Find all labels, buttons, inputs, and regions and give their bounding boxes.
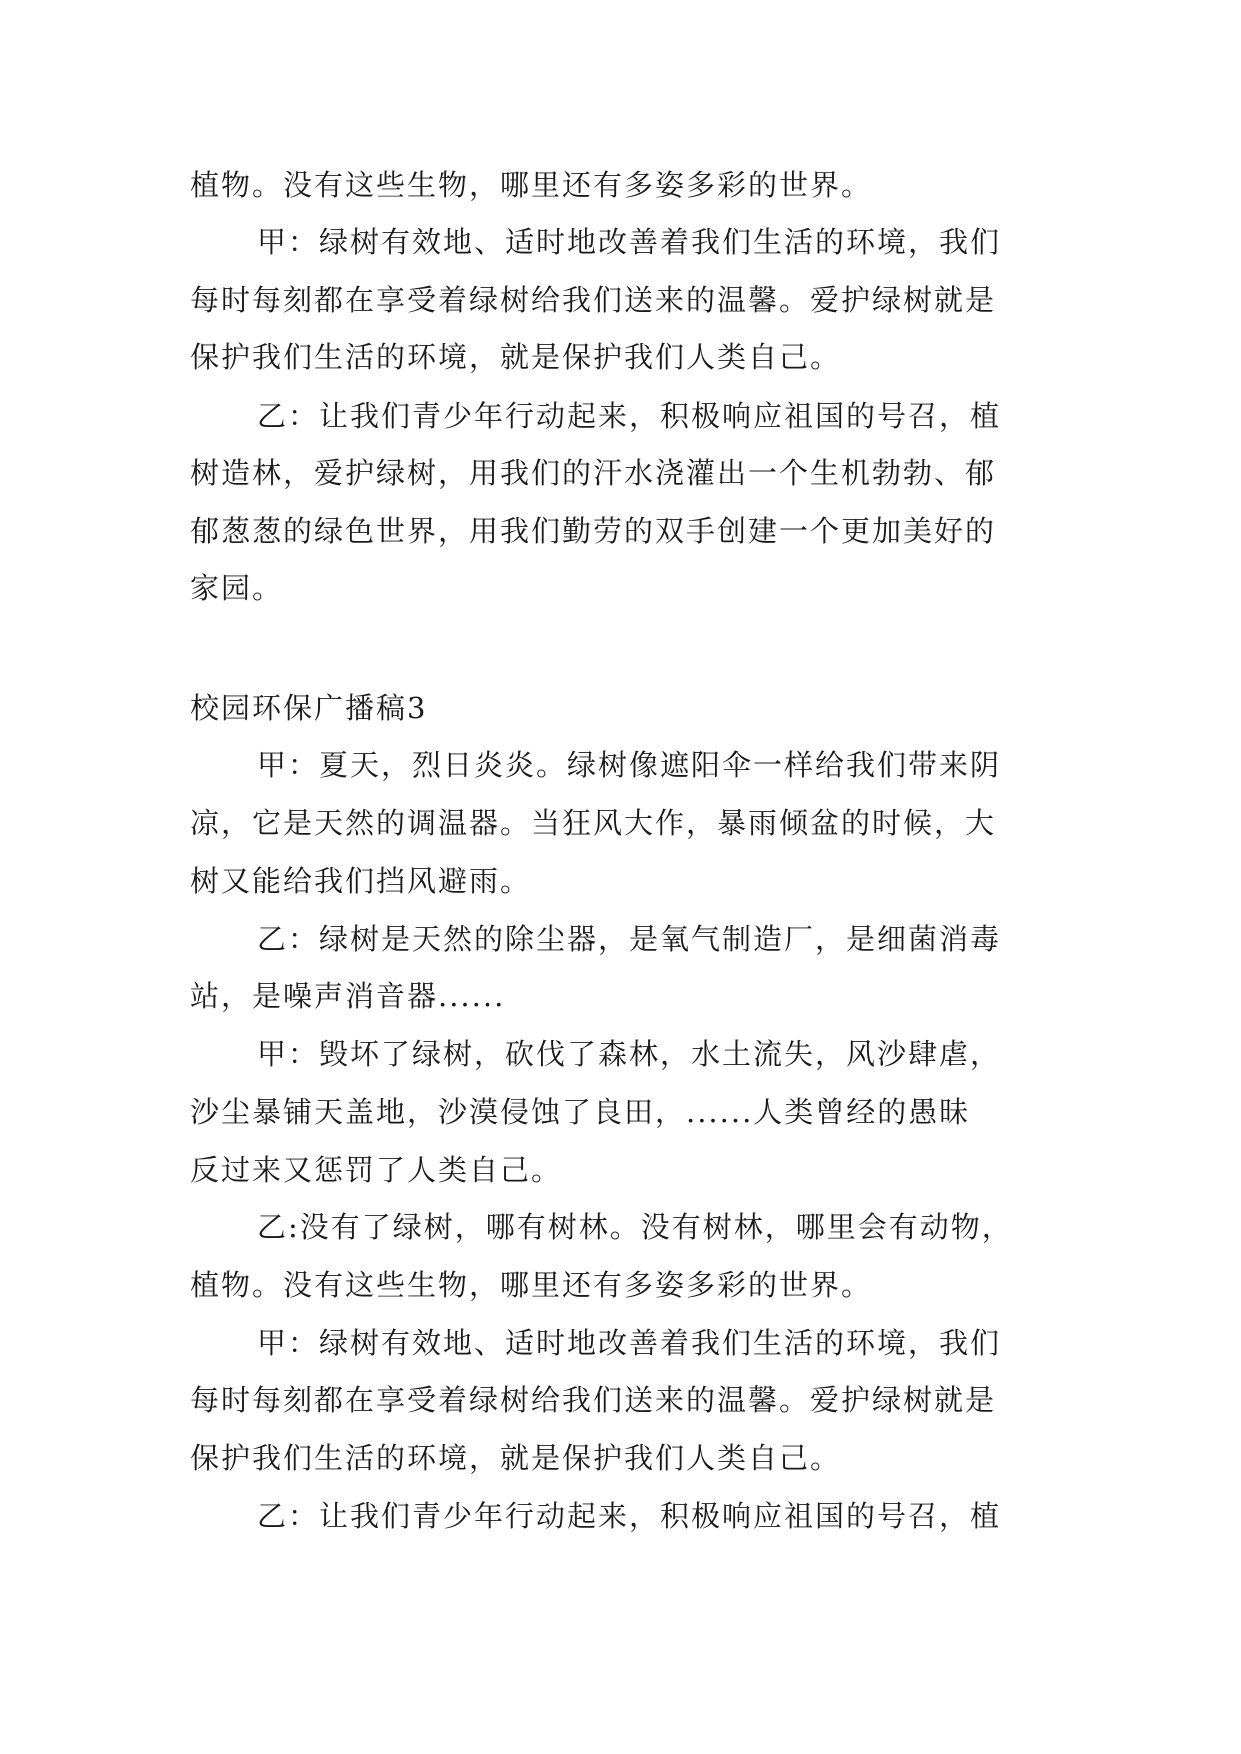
text-line: 植物。没有这些生物，哪里还有多姿多彩的世界。	[190, 1268, 873, 1302]
text-line: 反过来又惩罚了人类自己。	[190, 1153, 563, 1187]
text-line: 乙：绿树是天然的除尘器，是氧气制造厂，是细菌消毒	[257, 922, 1002, 956]
text-line: 树造林，爱护绿树，用我们的汗水浇灌出一个生机勃勃、郁	[190, 456, 997, 490]
text-line: 甲：绿树有效地、适时地改善着我们生活的环境，我们	[257, 225, 1002, 259]
text-line: 甲：夏天，烈日炎炎。绿树像遮阳伞一样给我们带来阴	[257, 748, 1002, 782]
text-line: 植物。没有这些生物，哪里还有多姿多彩的世界。	[190, 168, 873, 202]
text-line: 凉，它是天然的调温器。当狂风大作，暴雨倾盆的时候，大	[190, 806, 997, 840]
text-line: 每时每刻都在享受着绿树给我们送来的温馨。爱护绿树就是	[190, 1383, 997, 1417]
text-line: 郁葱葱的绿色世界，用我们勤劳的双手创建一个更加美好的	[190, 514, 997, 548]
text-line: 乙:没有了绿树，哪有树林。没有树林，哪里会有动物，	[257, 1210, 1013, 1244]
text-line: 乙：让我们青少年行动起来，积极响应祖国的号召，植	[257, 1499, 1002, 1533]
text-line: 树又能给我们挡风避雨。	[190, 864, 532, 898]
text-line: 甲：绿树有效地、适时地改善着我们生活的环境，我们	[257, 1326, 1002, 1360]
text-line: 家园。	[190, 571, 284, 605]
section-heading: 校园环保广播稿3	[190, 691, 428, 725]
text-line: 保护我们生活的环境，就是保护我们人类自己。	[190, 340, 842, 374]
text-line: 站，是噪声消音器......	[190, 979, 506, 1013]
text-line: 乙：让我们青少年行动起来，积极响应祖国的号召，植	[257, 399, 1002, 433]
text-line: 每时每刻都在享受着绿树给我们送来的温馨。爱护绿树就是	[190, 283, 997, 317]
text-line: 保护我们生活的环境，就是保护我们人类自己。	[190, 1441, 842, 1475]
text-line: 沙尘暴铺天盖地，沙漠侵蚀了良田，......人类曾经的愚昧	[190, 1095, 971, 1129]
text-line: 甲：毁坏了绿树，砍伐了森林，水土流失，风沙肆虐，	[257, 1037, 1002, 1071]
